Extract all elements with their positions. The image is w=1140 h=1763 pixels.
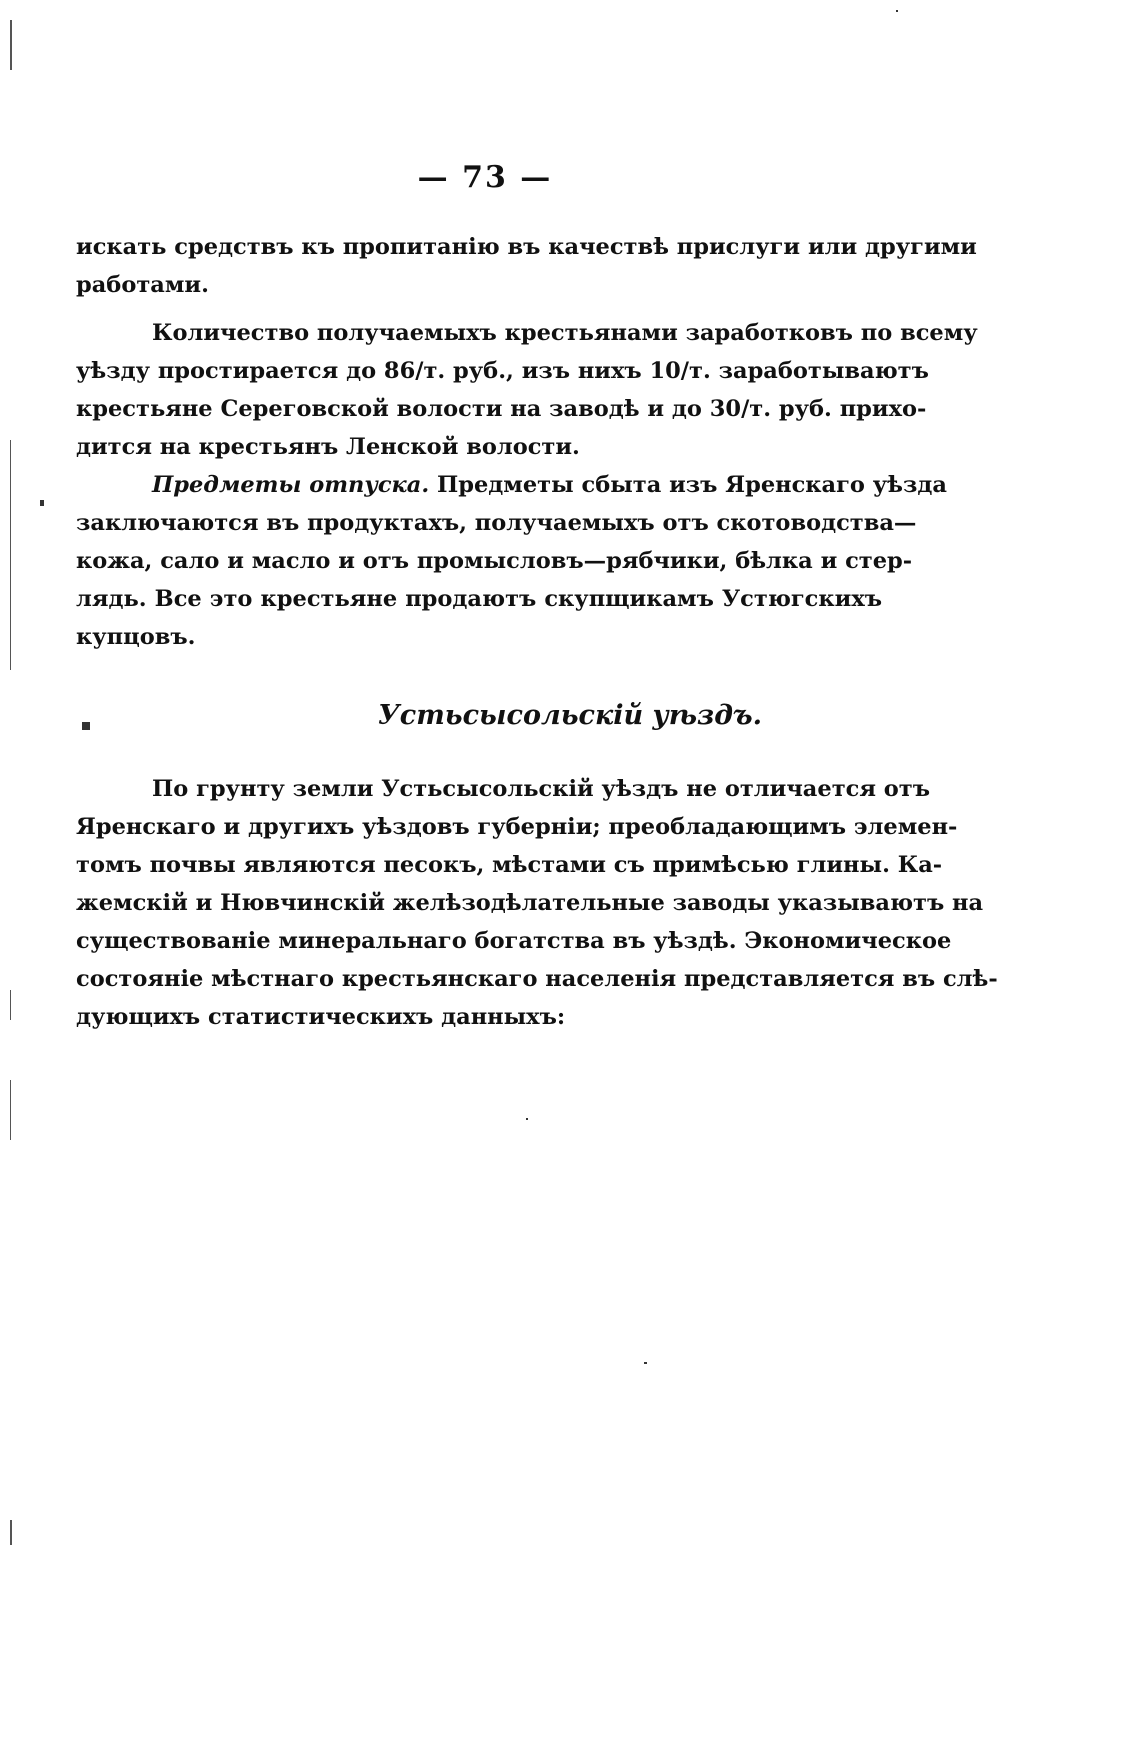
page-number: — 73 —: [417, 160, 553, 195]
scan-edge-mark: [10, 1520, 12, 1545]
text-line: работами.: [76, 272, 209, 298]
paragraph-continuation: [76, 228, 977, 304]
text-run: Предметы сбыта изъ Яренскаго уѣзда: [437, 472, 947, 498]
paragraph-earnings: [76, 314, 978, 466]
scan-speck: [644, 1362, 647, 1364]
text-line: томъ почвы являются песокъ, мѣстами съ примѣсью глины. Ка-: [76, 852, 943, 878]
text-line: крестьяне Сереговской волости на заводѣ и до 30/т. руб. прихо-: [76, 396, 927, 422]
text-line: существованіе минеральнаго богатства въ уѣздѣ. Экономическое: [76, 928, 952, 954]
text-line: дующихъ статистическихъ данныхъ:: [76, 1004, 566, 1030]
text-line: По грунту земли Устьсысольскій уѣздъ не отличается отъ: [152, 776, 931, 802]
scan-edge-mark: [10, 1080, 11, 1140]
section-heading: Устьсысольскій уѣздъ.: [377, 700, 763, 731]
scan-speck: [896, 10, 898, 12]
text-line: кожа, сало и масло и отъ промысловъ—рябчики, бѣлка и стер-: [76, 548, 913, 574]
scan-speck: [526, 1118, 528, 1120]
scan-speck: [40, 500, 44, 506]
text-line: Количество получаемыхъ крестьянами заработковъ по всему: [152, 320, 978, 346]
text-line: купцовъ.: [76, 624, 196, 650]
text-line: Яренскаго и другихъ уѣздовъ губерніи; преобладающимъ элемен-: [76, 814, 958, 840]
text-line: заключаются въ продуктахъ, получаемыхъ отъ скотоводства—: [76, 510, 917, 536]
text-line: жемскій и Нювчинскій желѣзодѣлательные заводы указываютъ на: [76, 890, 984, 916]
section-run-in-title: Предметы отпуска.: [152, 472, 430, 498]
text-line: состояніе мѣстнаго крестьянскаго населенія представляется въ слѣ-: [76, 966, 998, 992]
scan-edge-mark: [10, 990, 11, 1020]
scan-edge-mark: [10, 440, 11, 670]
text-line: уѣзду простирается до 86/т. руб., изъ нихъ 10/т. заработываютъ: [76, 358, 929, 384]
paragraph-soil: [76, 770, 998, 1036]
text-line: [76, 466, 947, 504]
text-line: искать средствъ къ пропитанію въ качествѣ прислуги или другими: [76, 234, 977, 260]
text-line: дится на крестьянъ Ленской волости.: [76, 434, 580, 460]
text-line: лядь. Все это крестьяне продаютъ скупщикамъ Устюгскихъ: [76, 586, 882, 612]
scan-edge-mark: [10, 20, 12, 70]
paragraph-exports: [76, 466, 947, 656]
